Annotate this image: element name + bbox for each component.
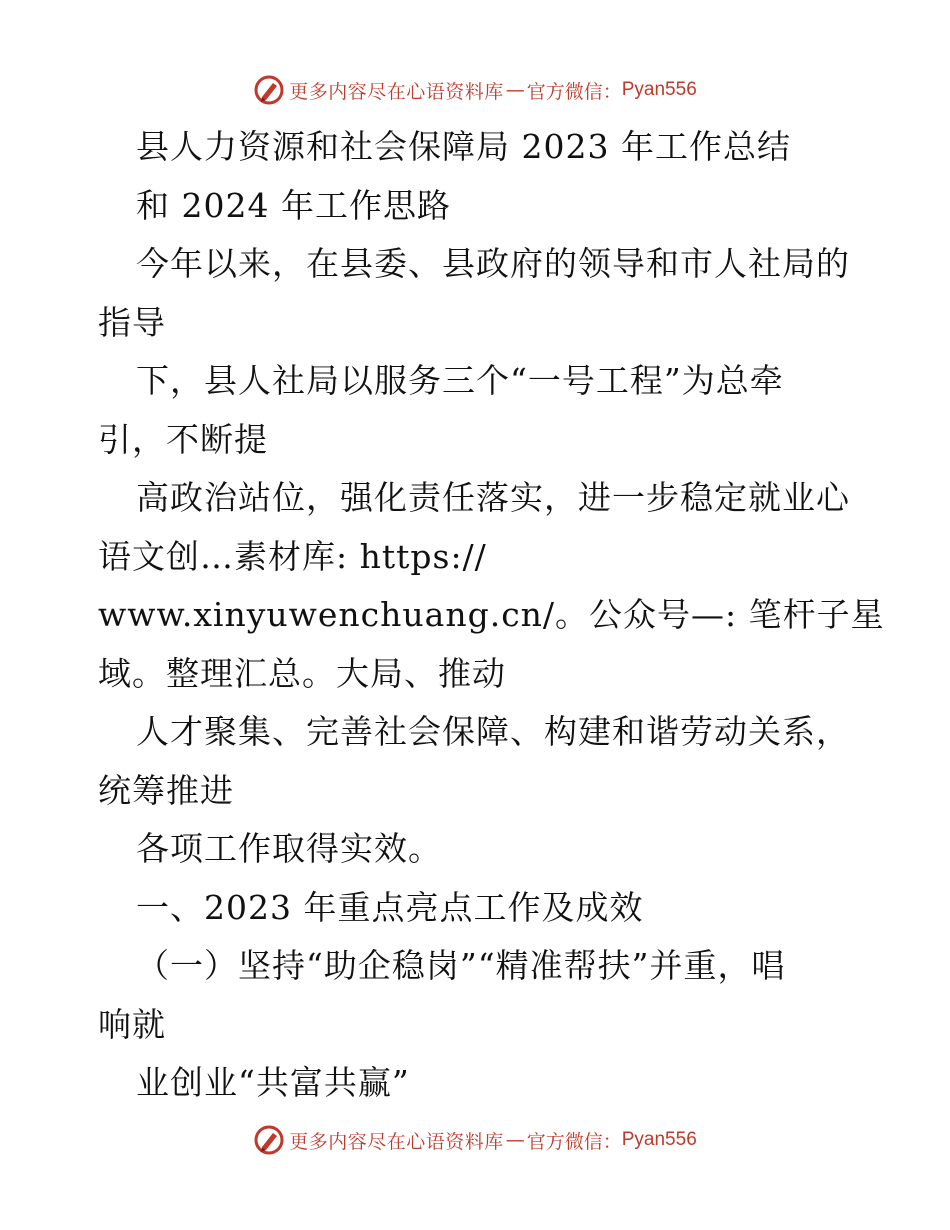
doc-paragraph-line: www.xinyuwenchuang.cn/。公众号—: 笔杆子星: [98, 595, 885, 634]
doc-paragraph-line: 人才聚集、完善社会保障、构建和谐劳动关系，: [136, 712, 850, 751]
banner-wechat-label: 官方微信：: [526, 1130, 622, 1153]
doc-paragraph-line: 各项工作取得实效。: [136, 829, 442, 868]
banner-wechat-label: 官方微信：: [526, 80, 622, 103]
header-banner: [0, 70, 950, 110]
doc-paragraph-line: 引，不断提: [98, 419, 268, 459]
pen-circle-logo-icon: [253, 1124, 285, 1156]
banner-text: 更多内容尽在心语资料库: [289, 80, 504, 103]
doc-paragraph-line: 语文创…素材库: https://: [98, 536, 487, 576]
subsection-heading-continued: 响就: [98, 1004, 166, 1044]
doc-paragraph-line: 域。整理汇总。大局、推动: [98, 653, 506, 693]
doc-paragraph-line: 今年以来，在县委、县政府的领导和市人社局的: [136, 244, 850, 283]
banner-text: 更多内容尽在心语资料库: [289, 1130, 504, 1153]
banner-separator: —: [505, 1129, 525, 1151]
doc-title-line-2: 和 2024 年工作思路: [136, 185, 451, 225]
section-heading: 一、2023 年重点亮点工作及成效: [136, 887, 644, 927]
footer-banner: [0, 1120, 950, 1160]
doc-paragraph-line: 高政治站位，强化责任落实，进一步稳定就业心: [136, 478, 850, 517]
banner-separator: —: [505, 79, 525, 101]
pen-circle-logo-icon: [253, 74, 285, 106]
subsection-heading: （一）坚持“助企稳岗”“精准帮扶”并重，唱: [136, 946, 786, 985]
banner-wechat-id: Pyan556: [621, 79, 697, 100]
banner-wechat-id: Pyan556: [621, 1129, 697, 1150]
doc-paragraph-line: 下，县人社局以服务三个“一号工程”为总牵: [136, 361, 784, 400]
doc-paragraph-line: 业创业“共富共赢”: [136, 1063, 410, 1102]
doc-paragraph-line: 指导: [98, 302, 166, 342]
document-body: [98, 118, 885, 1113]
doc-title-line-1: 县人力资源和社会保障局 2023 年工作总结: [136, 127, 791, 166]
doc-paragraph-line: 统筹推进: [98, 770, 234, 810]
